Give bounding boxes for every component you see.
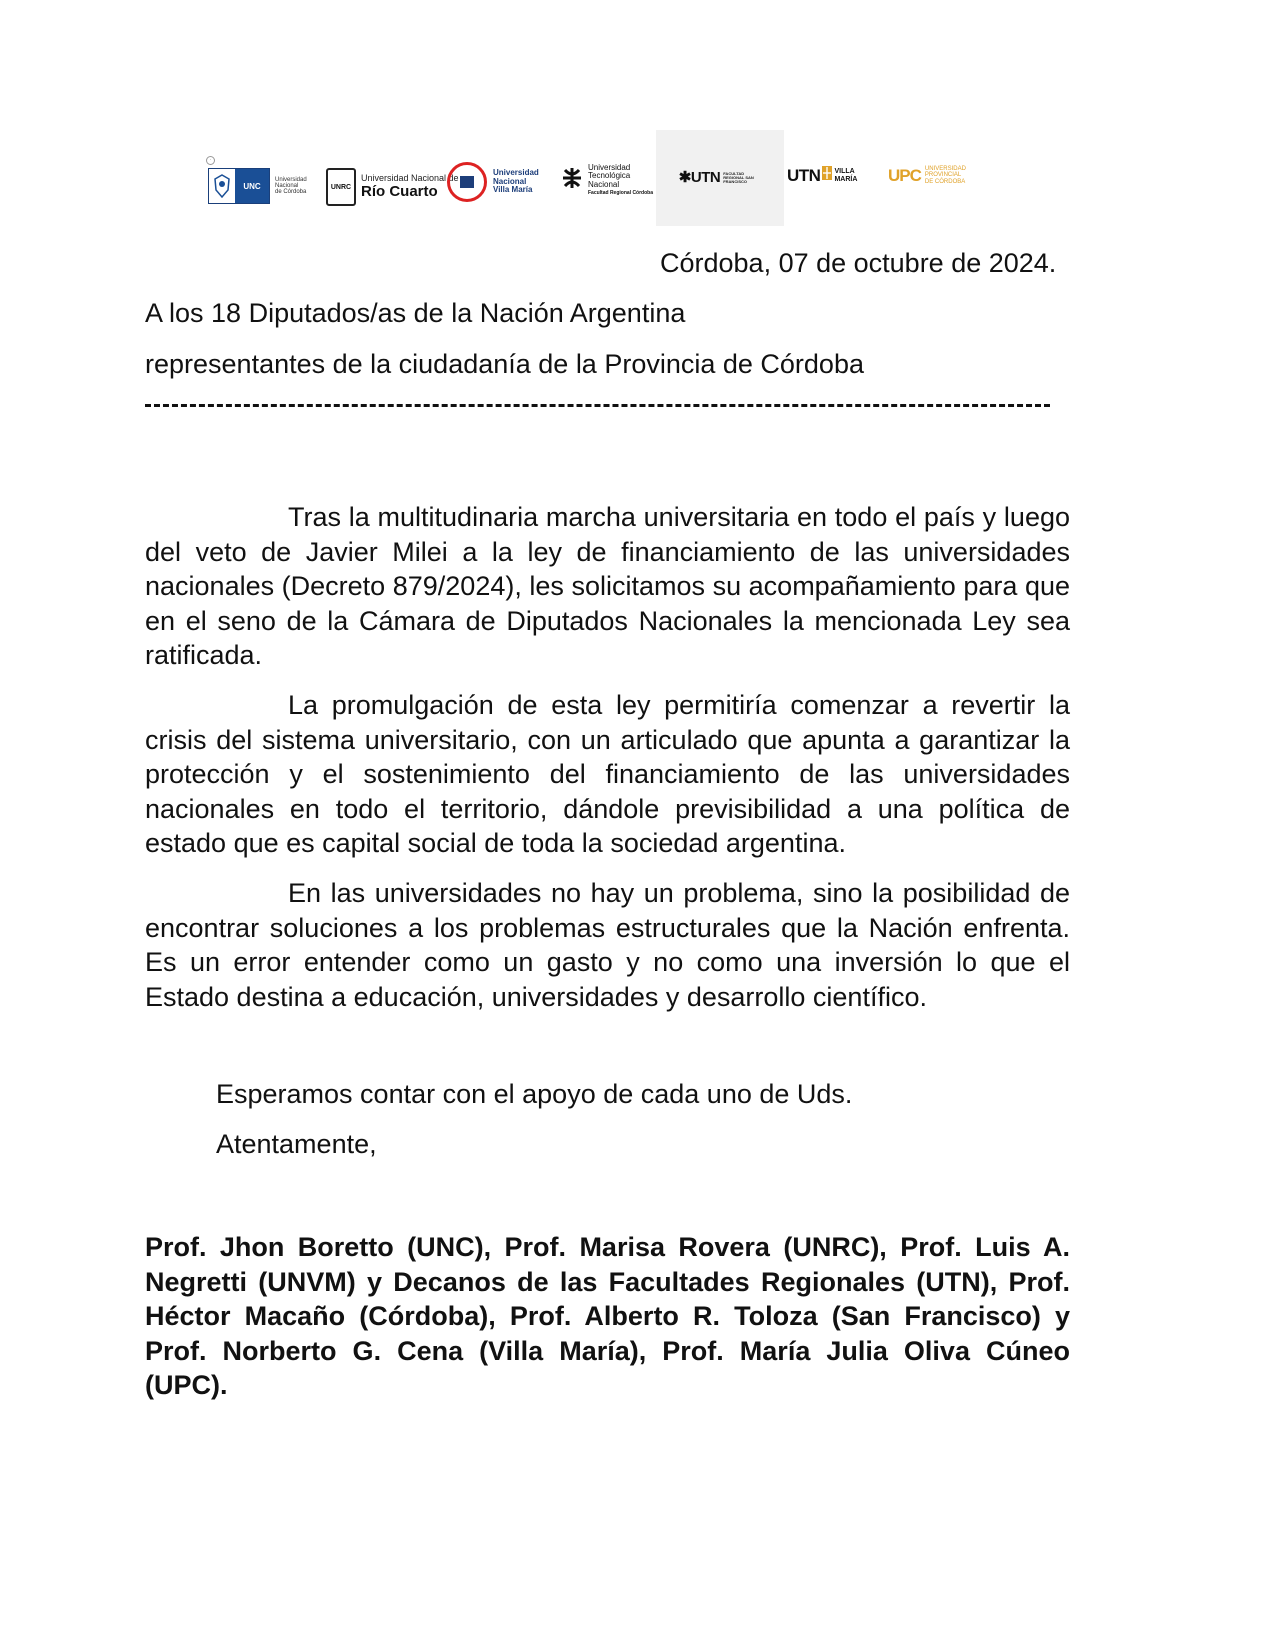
utn-logo-text bbox=[588, 164, 653, 196]
utn-frsf-logo bbox=[656, 130, 784, 226]
addressee-line-2: representantes de la ciudadanía de la Provincia de Córdoba bbox=[145, 349, 864, 379]
utn-frvm-text-line: MARÍA bbox=[834, 175, 858, 183]
letter-date: Córdoba, 07 de octubre de 2024. bbox=[660, 248, 1057, 278]
unc-logo bbox=[208, 157, 307, 204]
unvm-logo bbox=[447, 162, 539, 202]
university-logos-header bbox=[200, 136, 1020, 236]
valediction: Atentamente, bbox=[216, 1129, 377, 1159]
unrc-logo bbox=[326, 168, 459, 206]
paragraph-text: Tras la multitudinaria marcha universitaria en todo el país y luego del veto de Javier Milei a la ley de financiamiento de las universidades nacionales (Decreto 879/2024), les solicitamos su acompañamiento para que en el seno de la Cámara de Diputados Nacionales la mencionada Ley sea ratificada. bbox=[145, 502, 1070, 670]
letter-paragraph-1 bbox=[145, 500, 1070, 673]
upc-text-line: DE CÓRDOBA bbox=[924, 178, 966, 185]
utn-frsf-mark: ✱UTN bbox=[678, 169, 721, 187]
unrc-text-line: Universidad Nacional de bbox=[361, 173, 459, 184]
paragraph-text: En las universidades no hay un problema, sino la posibilidad de encontrar soluciones a los problemas estructurales que la Nación enfrenta. Es un error entender como un gasto y no como una inversión lo que el Estado destina a educación, universidades y desarrollo científico. bbox=[145, 878, 1070, 1012]
upc-logo bbox=[888, 166, 966, 185]
upc-mark: UPC bbox=[888, 165, 921, 185]
signatories: Prof. Jhon Boretto (UNC), Prof. Marisa Rovera (UNRC), Prof. Luis A. Negretti (UNVM) y Decanos de las Facultades Regionales (UTN), Prof. Héctor Macaño (Córdoba), Prof. Alberto R. Toloza (San Francisco) y Prof. Norberto G. Cena (Villa María), Prof. María Julia Oliva Cúneo (UPC). bbox=[145, 1232, 1070, 1400]
unc-shield-icon bbox=[209, 169, 235, 203]
paragraph-text: La promulgación de esta ley permitiría comenzar a revertir la crisis del sistema universitario, con un articulado que apunta a garantizar la protección y el sostenimiento del financiamiento de las universidades nacionales en todo el territorio, dándole previsibilidad a una política de estado que es capital social de toda la sociedad argentina. bbox=[145, 690, 1070, 858]
unc-logo-text bbox=[275, 177, 307, 196]
closing-line: Esperamos contar con el apoyo de cada uno de Uds. bbox=[216, 1079, 853, 1109]
upc-text-line: PROVINCIAL bbox=[924, 172, 962, 179]
utn-text-line: Nacional bbox=[588, 179, 620, 189]
unvm-text-line: Nacional bbox=[493, 176, 527, 186]
utn-frvm-logo bbox=[787, 166, 857, 185]
unc-short-name: UNC bbox=[235, 169, 269, 203]
unc-text-line: de Córdoba bbox=[275, 189, 307, 196]
unvm-circle-icon bbox=[447, 162, 487, 202]
utn-frc-logo bbox=[560, 164, 653, 196]
utn-frvm-text-line: VILLA bbox=[834, 168, 855, 176]
upc-logo-text bbox=[925, 166, 966, 185]
unrc-text-line: Río Cuarto bbox=[361, 182, 438, 200]
unc-text-line: Nacional bbox=[275, 182, 299, 189]
utn-emblem-icon bbox=[560, 166, 584, 195]
utn-sub-text: Facultad Regional Córdoba bbox=[588, 190, 654, 197]
utn-text-line: Tecnológica bbox=[588, 171, 631, 181]
utn-text-line: Universidad bbox=[588, 163, 631, 172]
letter-paragraph-2 bbox=[145, 688, 1070, 861]
unvm-text-line: Villa María bbox=[493, 185, 533, 195]
utn-frvm-text bbox=[834, 168, 857, 183]
utn-frsf-sub-text: FACULTAD REGIONAL SAN FRANCISCO bbox=[723, 170, 754, 185]
addressee-line-1: A los 18 Diputados/as de la Nación Argentina bbox=[145, 298, 686, 328]
unc-emblem bbox=[208, 168, 270, 204]
unvm-logo-text bbox=[493, 169, 539, 194]
unc-small-mark-icon: · bbox=[206, 156, 215, 165]
unvm-text-line: Universidad bbox=[493, 168, 539, 178]
upc-text-line: UNIVERSIDAD bbox=[924, 166, 966, 172]
unc-text-line: Universidad bbox=[275, 176, 307, 183]
unrc-logo-text bbox=[361, 174, 459, 199]
utn-frsf-mark-text: UTN bbox=[690, 169, 721, 187]
unrc-emblem: UNRC bbox=[326, 168, 356, 206]
letter-paragraph-3 bbox=[145, 876, 1070, 1014]
utn-frvm-mark: UTN bbox=[787, 165, 821, 185]
dashed-separator bbox=[145, 404, 1050, 407]
utn-emblem-small-icon bbox=[822, 166, 832, 185]
